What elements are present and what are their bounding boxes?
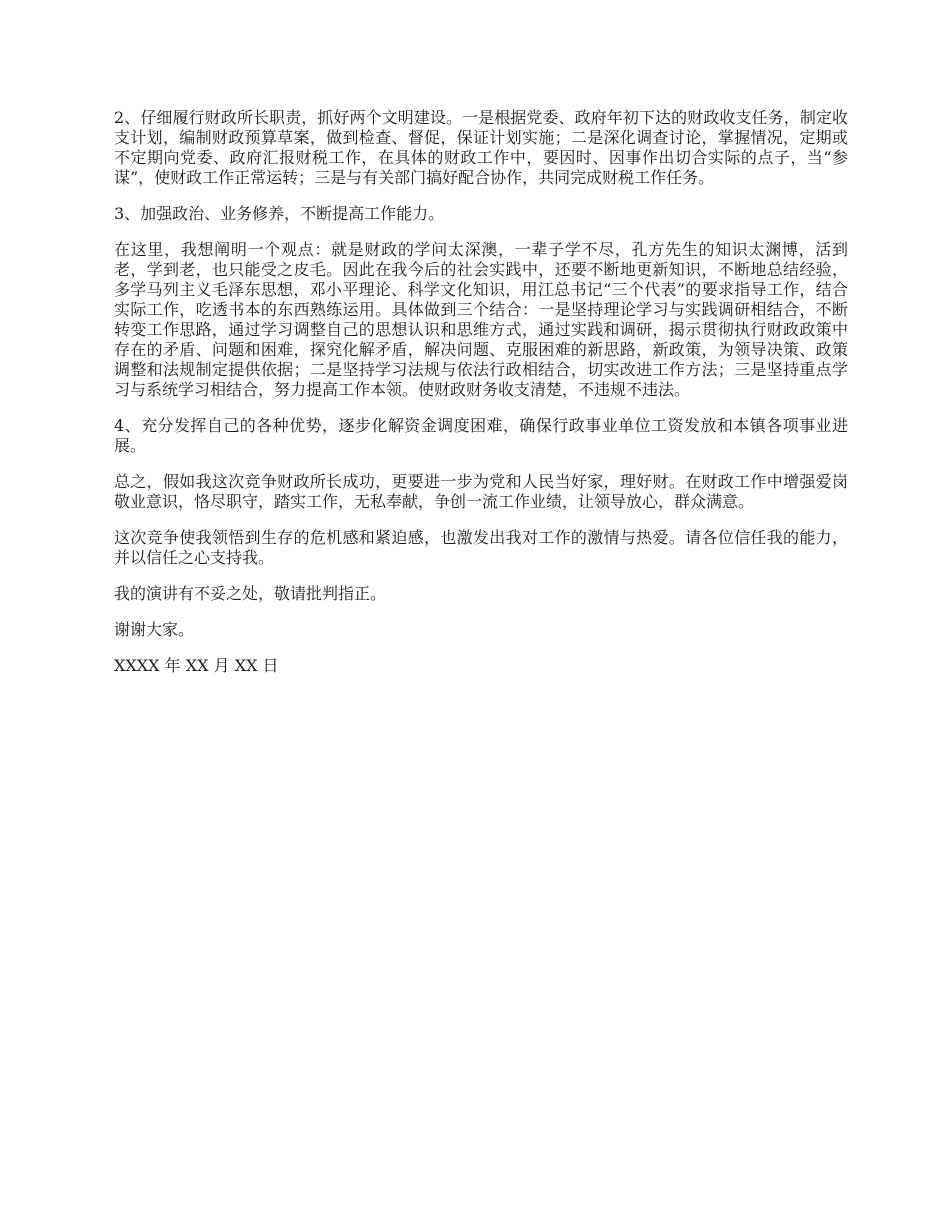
paragraph-study-viewpoint: 在这里，我想阐明一个观点：就是财政的学问太深澳，一辈子学不尽，孔方先生的知识太渊博，活到老，学到老，也只能受之皮毛。因此在我今后的社会实践中，还要不断地更新知识，不断地总结经验，多学马列主义毛泽东思想，邓小平理论、科学文化知识，用江总书记“三个代表”的要求指导工作，结合实际工作，吃透书本的东西熟练运用。具体做到三个结合：一是坚持理论学习与实践调研相结合，不断转变工作思路，通过学习调整自己的思想认识和思维方式，通过实践和调研，揭示贯彻执行财政政策中存在的矛盾、问题和困难，探究化解矛盾，解决问题、克服困难的新思路，新政策，为领导决策、政策调整和法规制定提供依据；二是坚持学习法规与依法行政相结合，切实改进工作方法；三是坚持重点学习与系统学习相结合，努力提高工作本领。使财政财务收支清楚，不违规不违法。 bbox=[114, 240, 848, 399]
paragraph-item-2-duties: 2、仔细履行财政所长职责，抓好两个文明建设。一是根据党委、政府年初下达的财政收支任务，制定收支计划，编制财政预算草案，做到检查、督促，保证计划实施；二是深化调查讨论，掌握情况，定期或不定期向党委、政府汇报财税工作，在具体的财政工作中，要因时、因事作出切合实际的点子，当“参谋”，使财政工作正常运转；三是与有关部门搞好配合协作，共同完成财税工作任务。 bbox=[114, 108, 848, 187]
paragraph-competition-reflection: 这次竞争使我领悟到生存的危机感和紧迫感，也激发出我对工作的激情与热爱。请各位信任我的能力，并以信任之心支持我。 bbox=[114, 528, 848, 567]
document-page bbox=[114, 108, 848, 692]
paragraph-item-3-heading: 3、加强政治、业务修养，不断提高工作能力。 bbox=[114, 204, 445, 223]
paragraph-date: XXXX 年 XX 月 XX 日 bbox=[114, 656, 279, 675]
paragraph-summary: 总之，假如我这次竞争财政所长成功，更要进一步为党和人民当好家，理好财。在财政工作中增强爱岗敬业意识，恪尽职守，踏实工作，无私奉献，争创一流工作业绩，让领导放心，群众满意。 bbox=[114, 472, 848, 511]
paragraph-item-4-advantages: 4、充分发挥自己的各种优势，逐步化解资金调度困难，确保行政事业单位工资发放和本镇各项事业进展。 bbox=[114, 416, 848, 455]
paragraph-request-correction: 我的演讲有不妥之处，敬请批判指正。 bbox=[114, 584, 387, 603]
paragraph-thanks: 谢谢大家。 bbox=[114, 620, 195, 639]
